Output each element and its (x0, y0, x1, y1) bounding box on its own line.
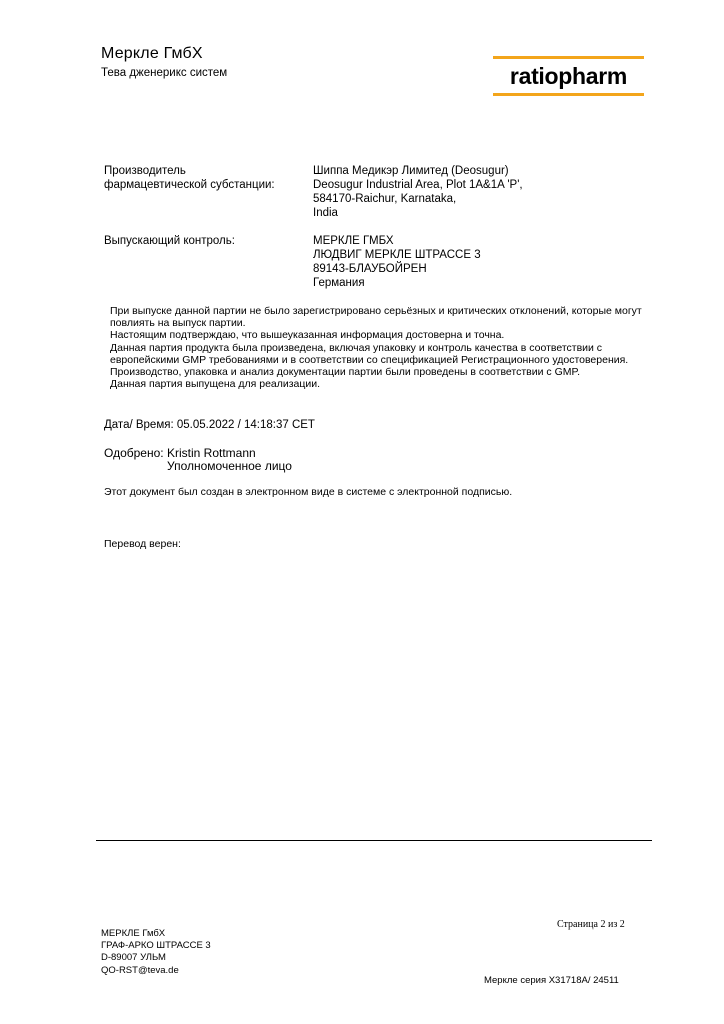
electronic-signature-note: Этот документ был создан в электронном виде в системе с электронной подписью. (104, 486, 513, 498)
statement-line: Данная партия выпущена для реализации. (110, 378, 321, 391)
translation-verified-label: Перевод верен: (104, 538, 181, 550)
release-control-value-line-4: Германия (313, 277, 365, 289)
manufacturer-label-line-1: Производитель (104, 165, 186, 177)
statement-line: Производство, упаковка и анализ документации партии были проведены в соответствии с GMP. (110, 366, 581, 379)
release-control-value-line-3: 89143-БЛАУБОЙРЕН (313, 263, 427, 275)
footer-address-line: D-89007 УЛЬМ (101, 952, 166, 964)
manufacturer-value-line-2: Deosugur Industrial Area, Plot 1A&1A 'P', (313, 179, 523, 191)
approver-role: Уполномоченное лицо (167, 459, 292, 473)
page-number: Страница 2 из 2 (557, 919, 625, 930)
release-control-label: Выпускающий контроль: (104, 235, 235, 247)
release-control-value-line-2: ЛЮДВИГ МЕРКЛЕ ШТРАССЕ 3 (313, 249, 481, 261)
approved-label: Одобрено: (104, 446, 164, 460)
footer-email: QO-RST@teva.de (101, 964, 179, 976)
logo-text: ratiopharm (509, 63, 628, 89)
statement-line: При выпуске данной партии не было зарегистрировано серьёзных и критических отклонений, которые могут (110, 305, 642, 317)
logo-top-bar (493, 56, 644, 59)
release-datetime: Дата/ Время: 05.05.2022 / 14:18:37 CET (104, 419, 315, 431)
logo-bottom-bar (493, 93, 644, 96)
manufacturer-value-line-1: Шиппа Медикэр Лимитед (Deosugur) (313, 165, 509, 177)
statement-line: европейскими GMP требованиями и в соответствии со спецификацией Регистрационного удостоверения. (110, 353, 629, 366)
footer-divider (96, 840, 652, 841)
footer-address-line: ГРАФ-АРКО ШТРАССЕ 3 (101, 940, 211, 952)
statement-line: повлиять на выпуск партии. (110, 317, 246, 330)
company-subtitle: Тева дженерикс систем (101, 67, 228, 79)
batch-number: Меркле серия X31718A/ 24511 (484, 975, 619, 986)
company-name: Меркле ГмбХ (101, 45, 203, 62)
statement-line: Данная партия продукта была произведена, включая упаковку и контроль качества в соответствии с (110, 341, 603, 354)
ratiopharm-logo (493, 56, 644, 96)
approver-name: Kristin Rottmann (167, 446, 256, 460)
statement-line: Настоящим подтверждаю, что вышеуказанная информация достоверна и точна. (110, 329, 505, 342)
footer-address (101, 928, 211, 977)
footer-address-line: МЕРКЛЕ ГмбХ (101, 928, 166, 939)
manufacturer-value-line-4: India (313, 207, 338, 219)
release-statement (110, 305, 670, 390)
release-control-value-line-1: МЕРКЛЕ ГМБХ (313, 235, 394, 247)
manufacturer-label-line-2: фармацевтической субстанции: (104, 179, 275, 191)
manufacturer-value-line-3: 584170-Raichur, Karnataka, (313, 193, 457, 205)
